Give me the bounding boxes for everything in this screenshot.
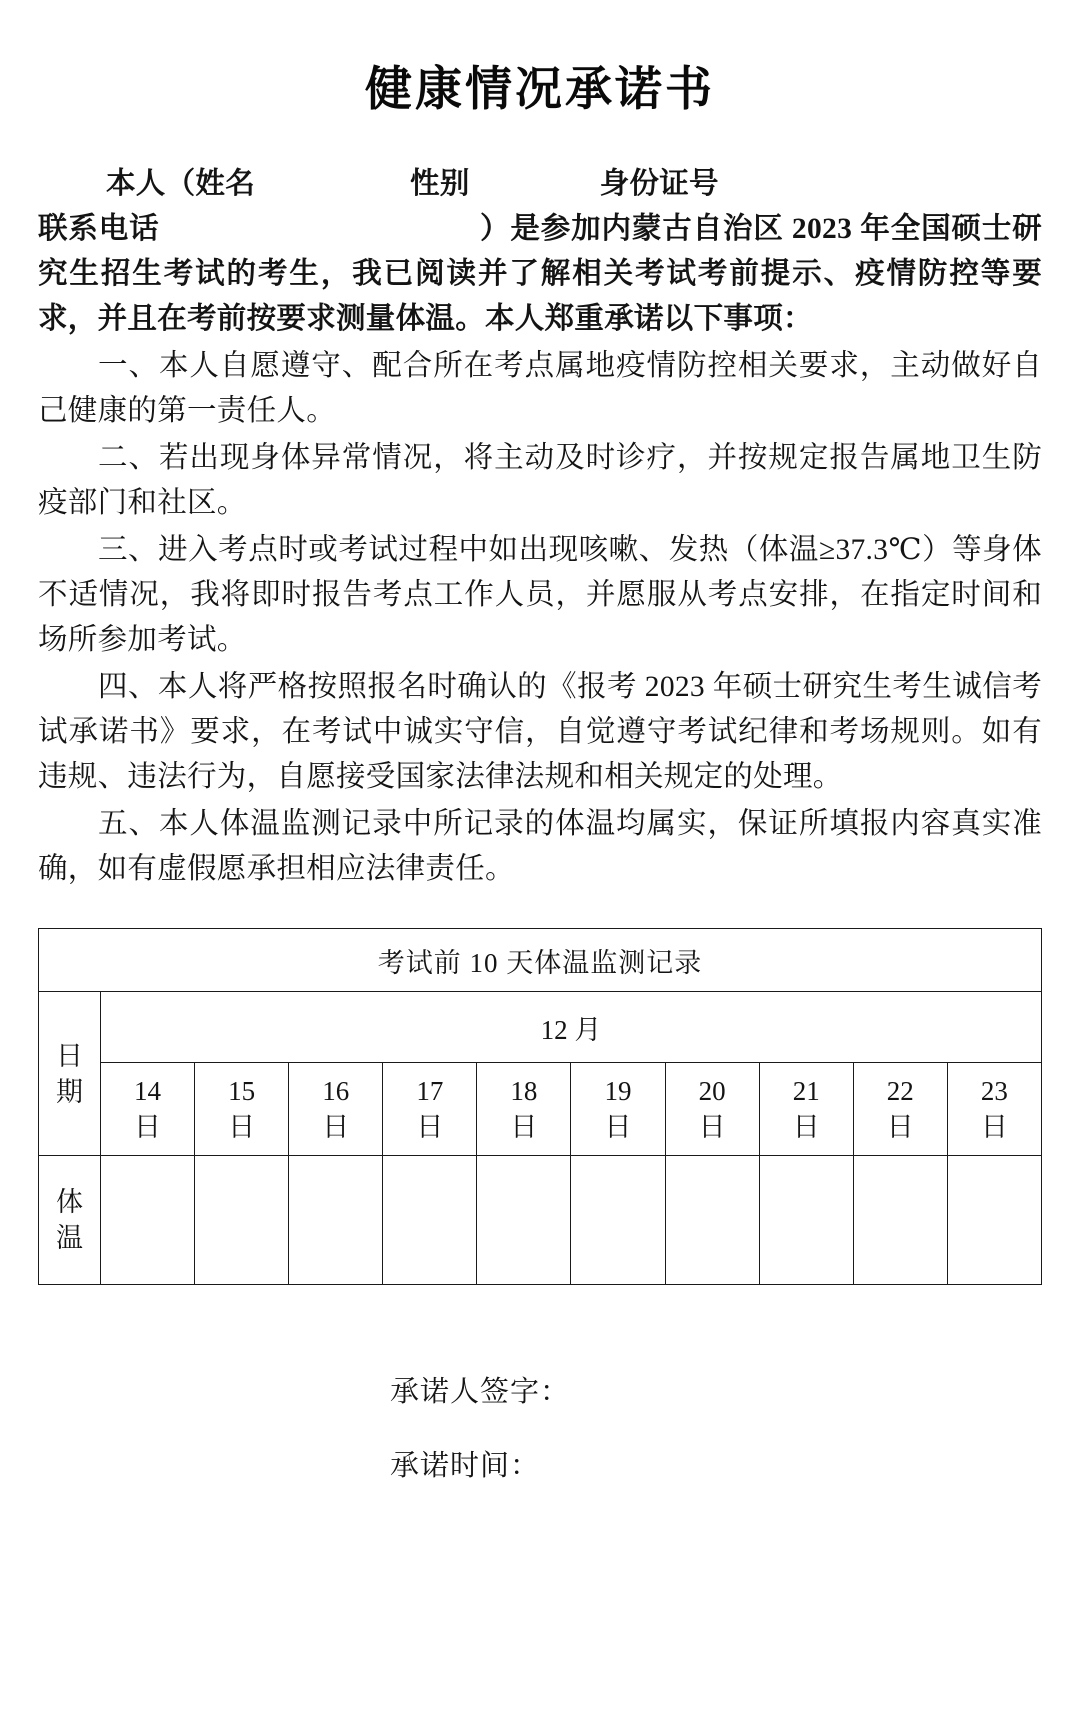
day-number-4: 17 bbox=[416, 1076, 444, 1107]
commitment-item-4: 四、本人将严格按照报名时确认的《报考 2023 年硕士研究生考生诚信考试承诺书》要求，在考试中诚实守信，自觉遵守考试纪律和考场规则。如有违规、违法行为，自愿接受国家法律法规和相关规定的处理。 bbox=[38, 671, 1042, 794]
intro-label-phone: 联系电话 bbox=[38, 213, 160, 246]
temperature-input-4[interactable] bbox=[383, 1156, 477, 1285]
day-cell-7 bbox=[665, 1063, 759, 1156]
intro-continuation: ）是参加内蒙古自治区 2023 年全国硕士研究生招生考试的考生，我已阅读并了解相关考试考前提示、疫情防控等要求，并且在考前按要求测量体温。本人郑重承诺以下事项： bbox=[38, 213, 1042, 336]
row-header-date bbox=[39, 992, 101, 1156]
day-unit-8: 日 bbox=[792, 1112, 820, 1143]
intro-paragraph bbox=[38, 162, 1042, 342]
day-number-1: 14 bbox=[134, 1076, 162, 1107]
temperature-input-9[interactable] bbox=[853, 1156, 947, 1285]
day-number-10: 23 bbox=[980, 1076, 1008, 1107]
day-cell-3 bbox=[289, 1063, 383, 1156]
temperature-input-3[interactable] bbox=[289, 1156, 383, 1285]
commitment-item-2: 二、若出现身体异常情况，将主动及时诊疗，并按规定报告属地卫生防疫部门和社区。 bbox=[38, 442, 1042, 520]
day-unit-2: 日 bbox=[228, 1112, 256, 1143]
day-number-3: 16 bbox=[322, 1076, 350, 1107]
signature-date-label[interactable]: 承诺时间： bbox=[390, 1450, 541, 1483]
day-cell-4 bbox=[383, 1063, 477, 1156]
day-number-7: 20 bbox=[698, 1076, 726, 1107]
day-cell-8 bbox=[759, 1063, 853, 1156]
intro-label-sex: 性别 bbox=[410, 168, 470, 201]
day-cell-10 bbox=[947, 1063, 1041, 1156]
day-unit-10: 日 bbox=[980, 1112, 1008, 1143]
temperature-input-1[interactable] bbox=[101, 1156, 195, 1285]
commitment-item-1: 一、本人自愿遵守、配合所在考点属地疫情防控相关要求，主动做好自己健康的第一责任人。 bbox=[38, 350, 1042, 428]
row-header-temperature bbox=[39, 1156, 101, 1285]
row-header-date-char-2: 期 bbox=[56, 1076, 83, 1107]
table-row-temperature bbox=[39, 1156, 1042, 1285]
day-unit-4: 日 bbox=[416, 1112, 444, 1143]
temperature-input-8[interactable] bbox=[759, 1156, 853, 1285]
day-unit-7: 日 bbox=[698, 1112, 726, 1143]
row-header-date-char-1: 日 bbox=[56, 1040, 83, 1071]
intro-label-name: 本人（姓名 bbox=[106, 168, 256, 201]
day-cell-5 bbox=[477, 1063, 571, 1156]
table-caption: 考试前 10 天体温监测记录 bbox=[39, 929, 1042, 992]
document-body bbox=[38, 162, 1042, 892]
temperature-monitoring-table bbox=[38, 928, 1042, 1285]
table-row-month bbox=[39, 992, 1042, 1063]
intro-label-id: 身份证号 bbox=[599, 168, 719, 201]
temperature-input-5[interactable] bbox=[477, 1156, 571, 1285]
page-title: 健康情况承诺书 bbox=[365, 62, 715, 117]
signature-block bbox=[38, 1355, 1042, 1503]
day-cell-2 bbox=[195, 1063, 289, 1156]
row-header-temp-char-2: 温 bbox=[56, 1223, 83, 1254]
signature-label[interactable]: 承诺人签字： bbox=[390, 1376, 571, 1409]
commitment-item-3: 三、进入考点时或考试过程中如出现咳嗽、发热（体温≥37.3℃）等身体不适情况，我将即时报告考点工作人员，并愿服从考点安排，在指定时间和场所参加考试。 bbox=[38, 534, 1042, 657]
day-unit-1: 日 bbox=[134, 1112, 162, 1143]
day-cell-6 bbox=[571, 1063, 665, 1156]
day-number-6: 19 bbox=[604, 1076, 632, 1107]
day-number-2: 15 bbox=[228, 1076, 256, 1107]
temperature-input-6[interactable] bbox=[571, 1156, 665, 1285]
day-number-5: 18 bbox=[510, 1076, 538, 1107]
day-unit-6: 日 bbox=[604, 1112, 632, 1143]
day-cell-9 bbox=[853, 1063, 947, 1156]
table-row-days bbox=[39, 1063, 1042, 1156]
temperature-input-2[interactable] bbox=[195, 1156, 289, 1285]
table-month-cell: 12 月 bbox=[101, 992, 1042, 1063]
commitment-item-5: 五、本人体温监测记录中所记录的体温均属实，保证所填报内容真实准确，如有虚假愿承担相应法律责任。 bbox=[38, 808, 1042, 886]
day-unit-5: 日 bbox=[510, 1112, 538, 1143]
temperature-table-wrap bbox=[38, 928, 1042, 1285]
row-header-temp-char-1: 体 bbox=[56, 1187, 83, 1218]
temperature-input-7[interactable] bbox=[665, 1156, 759, 1285]
table-row-caption bbox=[39, 929, 1042, 992]
day-unit-3: 日 bbox=[322, 1112, 350, 1143]
day-number-8: 21 bbox=[792, 1076, 820, 1107]
signature-date-line bbox=[38, 1429, 1042, 1503]
temperature-input-10[interactable] bbox=[947, 1156, 1041, 1285]
day-unit-9: 日 bbox=[886, 1112, 914, 1143]
day-number-9: 22 bbox=[886, 1076, 914, 1107]
day-cell-1 bbox=[101, 1063, 195, 1156]
signature-line bbox=[38, 1355, 1042, 1429]
